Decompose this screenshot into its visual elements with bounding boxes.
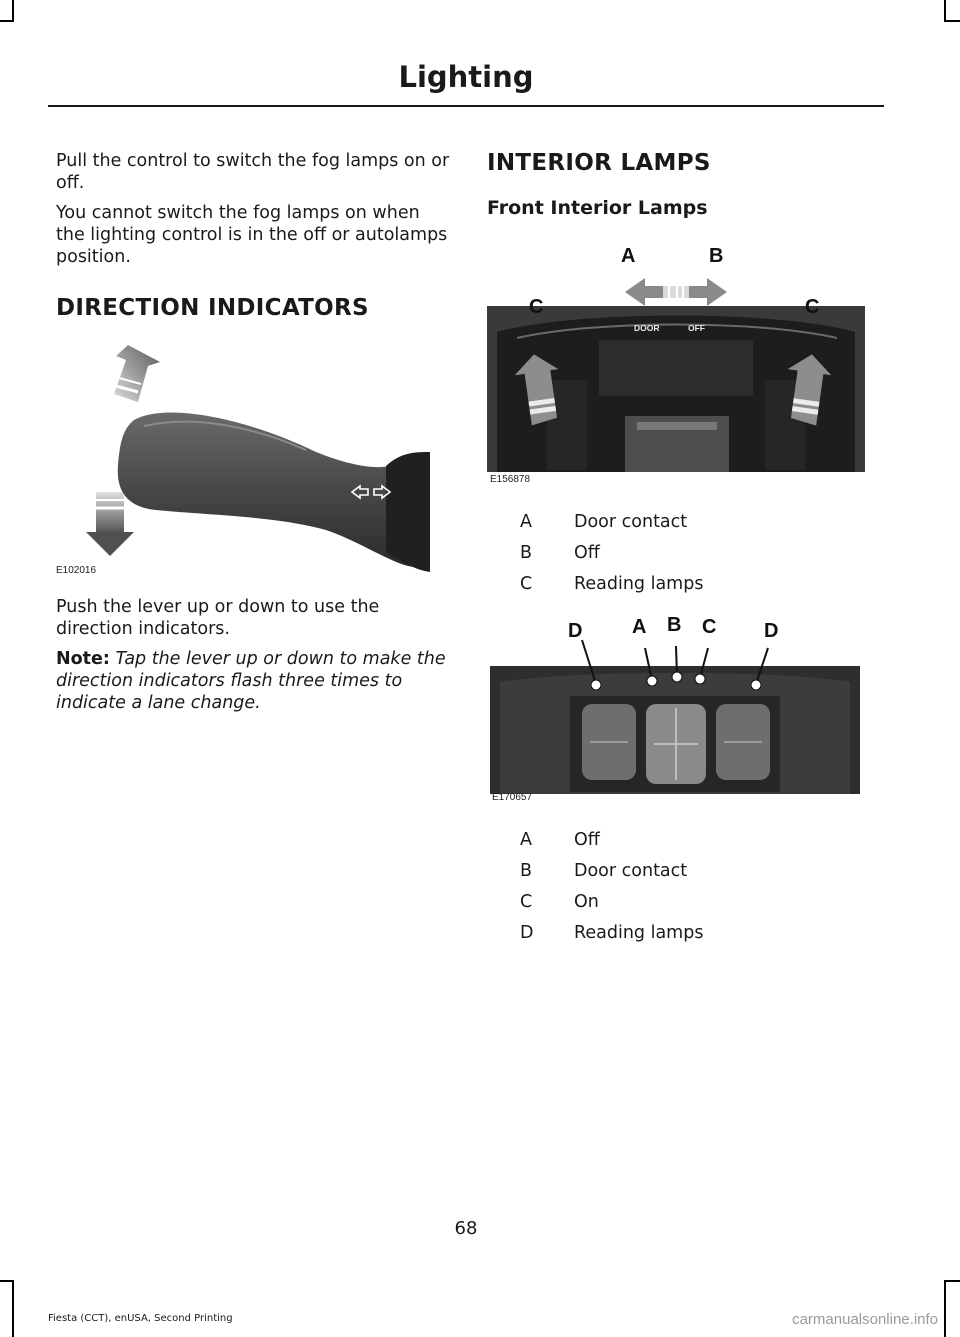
callout-b: B [667,614,682,636]
legend-value: Reading lamps [574,574,704,594]
turn-signal-lever-illustration [56,340,430,580]
legend-value: Door contact [574,512,688,532]
up-arrow-icon [114,345,160,402]
direction-indicators-heading: DIRECTION INDICATORS [56,295,369,321]
legend-key: A [520,830,532,850]
callout-c-left: C [529,296,544,318]
figure-code: E102016 [56,565,97,576]
off-button [647,676,657,686]
off-switch-label: OFF [688,323,705,333]
direction-indicator-figure [56,340,430,580]
watermark: carmanualsonline.info [792,1311,938,1328]
legend-key: A [520,512,532,532]
callout-c: C [702,616,717,638]
door-contact-button [672,672,682,682]
interior-lamps-heading: INTERIOR LAMPS [487,150,711,176]
overhead-lamp-figure [490,612,862,808]
front-interior-lamps-subheading: Front Interior Lamps [487,197,708,219]
callout-d-left: D [568,620,583,642]
crop-mark-top-right-vertical [944,0,946,22]
callout-a: A [632,616,647,638]
legend-value: On [574,892,599,912]
legend-key: D [520,923,534,943]
door-switch-label: DOOR [634,323,660,333]
callout-d-right: D [764,620,779,642]
figure-code: E156878 [490,474,531,485]
figure-code: E170657 [492,792,533,803]
reading-lamp-button-left [591,680,601,690]
crop-mark-bottom-left-horizontal [0,1280,14,1282]
crop-mark-top-right-horizontal [944,20,960,22]
legend-value: Off [574,830,600,850]
overhead-lamp-illustration [490,612,862,808]
note-label: Note: [56,649,110,669]
header-rule [48,105,884,107]
crop-mark-top-left-vertical [12,0,14,22]
fog-lamps-restriction-paragraph: You cannot switch the fog lamps on when the lighting control is in the off or autolamps position. [56,203,448,267]
reading-lamp-button-right [751,680,761,690]
direction-indicators-paragraph: Push the lever up or down to use the direction indicators. [56,597,380,639]
double-arrow-icon [625,278,727,306]
legend-key: C [520,892,533,912]
legend-key: C [520,574,533,594]
legend-value: Door contact [574,861,688,881]
front-interior-lamps-figure [487,240,865,488]
overhead-console-illustration [487,240,865,488]
crop-mark-bottom-left-vertical [12,1280,14,1337]
legend-value: Reading lamps [574,923,704,943]
page-title: Lighting [398,60,534,94]
callout-a: A [621,245,636,267]
legend-key: B [520,543,533,563]
crop-mark-top-left-horizontal [0,20,14,22]
note-text: Tap the lever up or down to make the direction indicators flash three times to indicate a lane change. [56,649,446,713]
callout-c-right: C [805,296,820,318]
callout-b: B [709,245,724,267]
on-button [695,674,705,684]
page-number: 68 [454,1218,478,1239]
crop-mark-bottom-right-horizontal [944,1280,960,1282]
legend-value: Off [574,543,600,563]
lane-change-note [56,648,450,714]
crop-mark-bottom-right-vertical [944,1280,946,1337]
legend-key: B [520,861,533,881]
down-arrow-icon [86,492,134,556]
fog-lamps-paragraph: Pull the control to switch the fog lamps on or off. [56,151,450,193]
footer-text: Fiesta (CCT), enUSA, Second Printing [48,1313,233,1324]
